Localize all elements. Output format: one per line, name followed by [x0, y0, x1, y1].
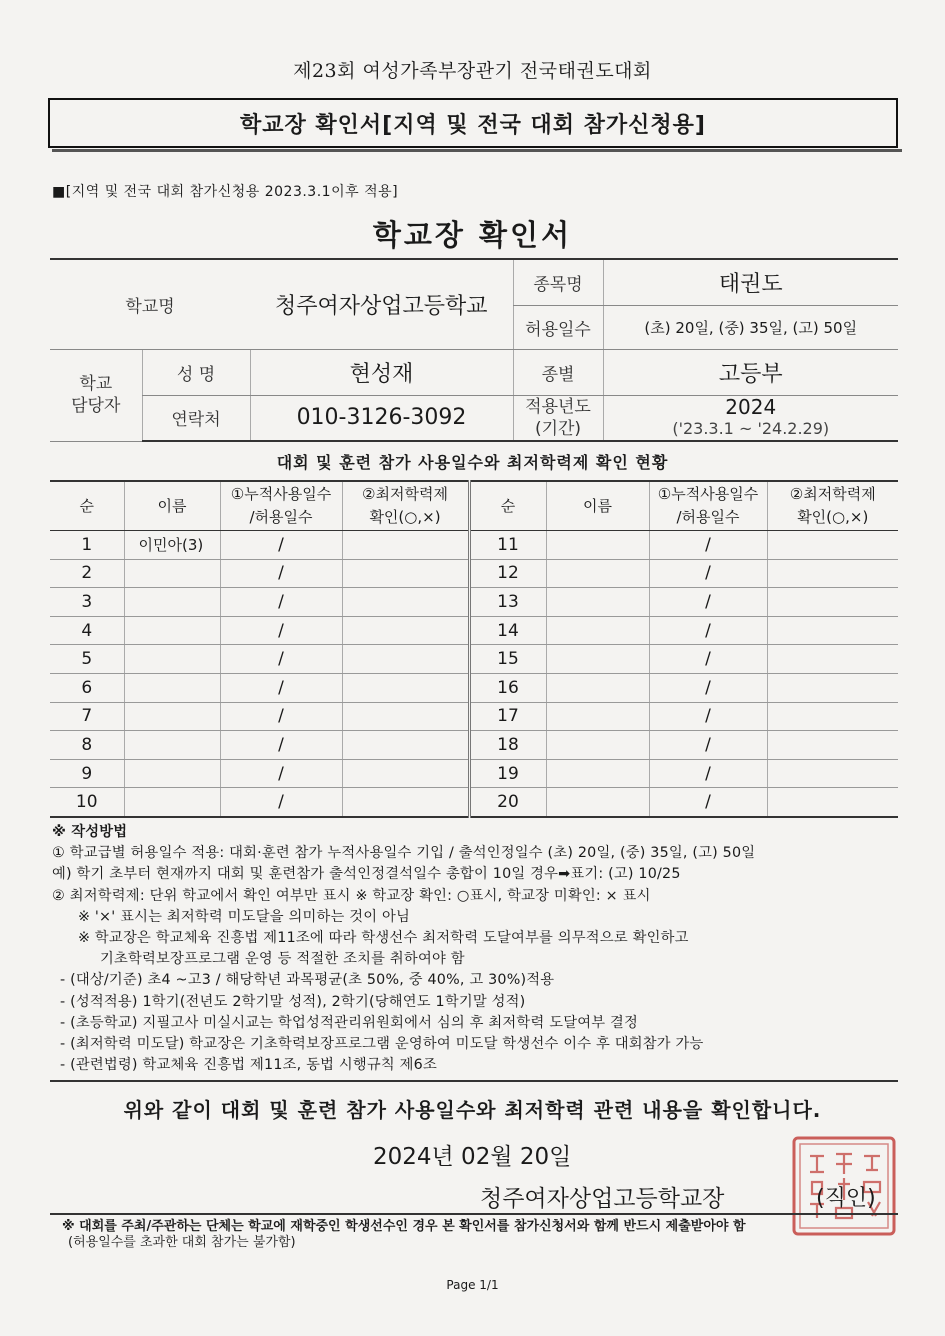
- table-row: [50, 531, 898, 560]
- table-row: [50, 731, 898, 760]
- row-name: [124, 645, 220, 674]
- method-line: - (초등학교) 지필고사 미실시교는 학업성적관리위원회에서 심의 후 최저학력 도달여부 결정: [60, 1014, 639, 1031]
- row-number: 20: [469, 788, 546, 817]
- method-line: - (최저학력 미도달) 학교장은 기초학력보장프로그램 운영하여 미도달 학생선수 이수 후 대회참가 가능: [60, 1036, 704, 1053]
- row-name: [124, 559, 220, 588]
- row-number: 15: [469, 645, 546, 674]
- year-label: 적용년도 (기간): [513, 395, 603, 441]
- row-check: [342, 588, 469, 617]
- sport-value: 태권도: [603, 259, 898, 305]
- row-days: /: [220, 759, 342, 788]
- row-days: /: [220, 731, 342, 760]
- row-check: [767, 731, 898, 760]
- table-row: [50, 702, 898, 731]
- row-days: /: [649, 673, 767, 702]
- document-title: 학교장 확인서: [372, 218, 573, 252]
- row-check: [342, 731, 469, 760]
- col-seq: 순: [50, 481, 124, 531]
- row-number: 4: [50, 616, 124, 645]
- row-check: [342, 645, 469, 674]
- row-days: /: [649, 731, 767, 760]
- row-check: [767, 588, 898, 617]
- row-check: [342, 759, 469, 788]
- row-number: 10: [50, 788, 124, 817]
- row-days: /: [220, 645, 342, 674]
- boxed-title: 학교장 확인서[지역 및 전국 대회 참가신청용]: [48, 98, 898, 148]
- method-line: - (대상/기준) 초4 ~고3 / 해당학년 과목평균(초 50%, 중 40%, 고 30%)적용: [60, 972, 555, 989]
- row-number: 9: [50, 759, 124, 788]
- row-check: [767, 531, 898, 560]
- event-title: 제23회 여성가족부장관기 전국태권도대회: [293, 60, 652, 82]
- row-number: 18: [469, 731, 546, 760]
- row-days: /: [220, 588, 342, 617]
- page-number: Page 1/1: [446, 1278, 499, 1292]
- sub-note: ■[지역 및 전국 대회 참가신청용 2023.3.1이후 적용]: [52, 184, 399, 200]
- year-cell: [603, 395, 898, 441]
- row-days: /: [649, 588, 767, 617]
- method-line: ※ '×' 표시는 최저학력 미도달을 의미하는 것이 아님: [78, 908, 411, 925]
- row-number: 3: [50, 588, 124, 617]
- row-number: 19: [469, 759, 546, 788]
- category-value: 고등부: [603, 349, 898, 395]
- row-name: [546, 759, 649, 788]
- status-table: [50, 480, 898, 818]
- row-name: [124, 759, 220, 788]
- row-days: /: [649, 645, 767, 674]
- row-name: [124, 588, 220, 617]
- table-row: [50, 788, 898, 817]
- row-number: 12: [469, 559, 546, 588]
- allowed-days-label: 허용일수: [513, 305, 603, 349]
- confirmation-statement: 위와 같이 대회 및 훈련 참가 사용일수와 최저학력 관련 내용을 확인합니다.: [123, 1098, 822, 1122]
- row-number: 11: [469, 531, 546, 560]
- row-days: /: [220, 531, 342, 560]
- method-line: 예) 학기 초부터 현재까지 대회 및 훈련참가 출석인정결석일수 총합이 10일 경우➡표기: (고) 10/25: [52, 866, 681, 883]
- row-days: /: [220, 616, 342, 645]
- footer-note: [62, 1219, 746, 1251]
- row-number: 6: [50, 673, 124, 702]
- name-label: 성 명: [142, 349, 250, 395]
- row-check: [767, 559, 898, 588]
- method-heading: ※ 작성방법: [52, 824, 128, 840]
- row-days: /: [220, 702, 342, 731]
- row-number: 14: [469, 616, 546, 645]
- row-check: [767, 759, 898, 788]
- issue-date: 2024년 02월 20일: [373, 1144, 572, 1170]
- row-days: /: [649, 616, 767, 645]
- col-days: ①누적사용일수 /허용일수: [220, 481, 342, 531]
- col-name-right: 이름: [546, 481, 649, 531]
- method-line: ① 학교급별 허용일수 적용: 대회·훈련 참가 누적사용일수 기입 / 출석인정일수 (초) 20일, (중) 35일, (고) 50일: [52, 845, 756, 862]
- col-seq-right: 순: [469, 481, 546, 531]
- row-name: [546, 588, 649, 617]
- table-row: [50, 616, 898, 645]
- school-label: 학교명: [50, 259, 250, 349]
- row-days: /: [649, 759, 767, 788]
- row-name: [124, 788, 220, 817]
- row-name: [124, 673, 220, 702]
- table-row: [50, 645, 898, 674]
- row-number: 13: [469, 588, 546, 617]
- table-row: [50, 673, 898, 702]
- writing-instructions: [52, 822, 902, 1076]
- row-number: 5: [50, 645, 124, 674]
- row-number: 2: [50, 559, 124, 588]
- row-number: 8: [50, 731, 124, 760]
- year-value: 2024: [725, 394, 777, 419]
- row-name: [124, 731, 220, 760]
- row-name: [124, 702, 220, 731]
- row-check: [767, 702, 898, 731]
- row-name: 이민아(3): [124, 531, 220, 560]
- category-label: 종별: [513, 349, 603, 395]
- row-days: /: [649, 531, 767, 560]
- footer-divider: [50, 1213, 898, 1215]
- row-name: [546, 673, 649, 702]
- table-row: [50, 759, 898, 788]
- row-name: [546, 731, 649, 760]
- row-check: [342, 559, 469, 588]
- sport-label: 종목명: [513, 259, 603, 305]
- row-check: [342, 673, 469, 702]
- row-number: 1: [50, 531, 124, 560]
- footer-note-line: ※ 대회를 주최/주관하는 단체는 학교에 재학중인 학생선수인 경우 본 확인서를 참가신청서와 함께 반드시 제출받아야 함: [62, 1219, 746, 1234]
- row-name: [546, 559, 649, 588]
- footer-note-line: (허용일수를 초과한 대회 참가는 불가함): [68, 1235, 296, 1250]
- row-check: [767, 616, 898, 645]
- col-check: ②최저학력제 확인(○,×): [342, 481, 469, 531]
- status-title: 대회 및 훈련 참가 사용일수와 최저학력제 확인 현황: [276, 453, 669, 472]
- table-header-row: [50, 481, 898, 531]
- row-name: [546, 531, 649, 560]
- row-check: [767, 673, 898, 702]
- table-row: [50, 588, 898, 617]
- col-name: 이름: [124, 481, 220, 531]
- seal-label: (직인): [816, 1186, 876, 1211]
- col-check-right: ②최저학력제 확인(○,×): [767, 481, 898, 531]
- school-head-signature: 청주여자상업고등학교장: [480, 1186, 725, 1212]
- row-number: 7: [50, 702, 124, 731]
- manager-label: 학교 담당자: [50, 349, 142, 441]
- row-days: /: [649, 702, 767, 731]
- row-number: 16: [469, 673, 546, 702]
- row-check: [767, 645, 898, 674]
- method-line: ※ 학교장은 학교체육 진흥법 제11조에 따라 학생선수 최저학력 도달여부를 의무적으로 확인하고: [78, 930, 689, 947]
- row-name: [546, 616, 649, 645]
- method-line: ② 최저학력제: 단위 학교에서 확인 여부만 표시 ※ 학교장 확인: ○표시, 학교장 미확인: × 표시: [52, 887, 651, 904]
- row-check: [342, 702, 469, 731]
- school-value: 청주여자상업고등학교: [250, 259, 513, 349]
- row-days: /: [220, 559, 342, 588]
- col-days-right: ①누적사용일수 /허용일수: [649, 481, 767, 531]
- row-days: /: [220, 788, 342, 817]
- contact-label: 연락처: [142, 395, 250, 441]
- row-check: [342, 616, 469, 645]
- period-value: ('23.3.1 ~ '24.2.29): [672, 418, 830, 438]
- row-name: [124, 616, 220, 645]
- row-days: /: [649, 788, 767, 817]
- row-days: /: [649, 559, 767, 588]
- row-check: [342, 531, 469, 560]
- allowed-days-value: (초) 20일, (중) 35일, (고) 50일: [603, 305, 898, 349]
- row-name: [546, 645, 649, 674]
- method-divider: [50, 1080, 898, 1082]
- row-check: [767, 788, 898, 817]
- row-name: [546, 788, 649, 817]
- contact-value: 010-3126-3092: [250, 395, 513, 441]
- row-days: /: [220, 673, 342, 702]
- name-value: 현성재: [250, 349, 513, 395]
- table-row: [50, 559, 898, 588]
- row-name: [546, 702, 649, 731]
- method-line: - (성적적용) 1학기(전년도 2학기말 성적), 2학기(당해연도 1학기말 성적): [60, 993, 526, 1010]
- row-number: 17: [469, 702, 546, 731]
- row-check: [342, 788, 469, 817]
- info-table: [50, 258, 898, 442]
- method-line: 기초학력보장프로그램 운영 등 적절한 조치를 취하여야 함: [100, 951, 465, 968]
- method-line: - (관련법령) 학교체육 진흥법 제11조, 동법 시행규칙 제6조: [60, 1057, 437, 1074]
